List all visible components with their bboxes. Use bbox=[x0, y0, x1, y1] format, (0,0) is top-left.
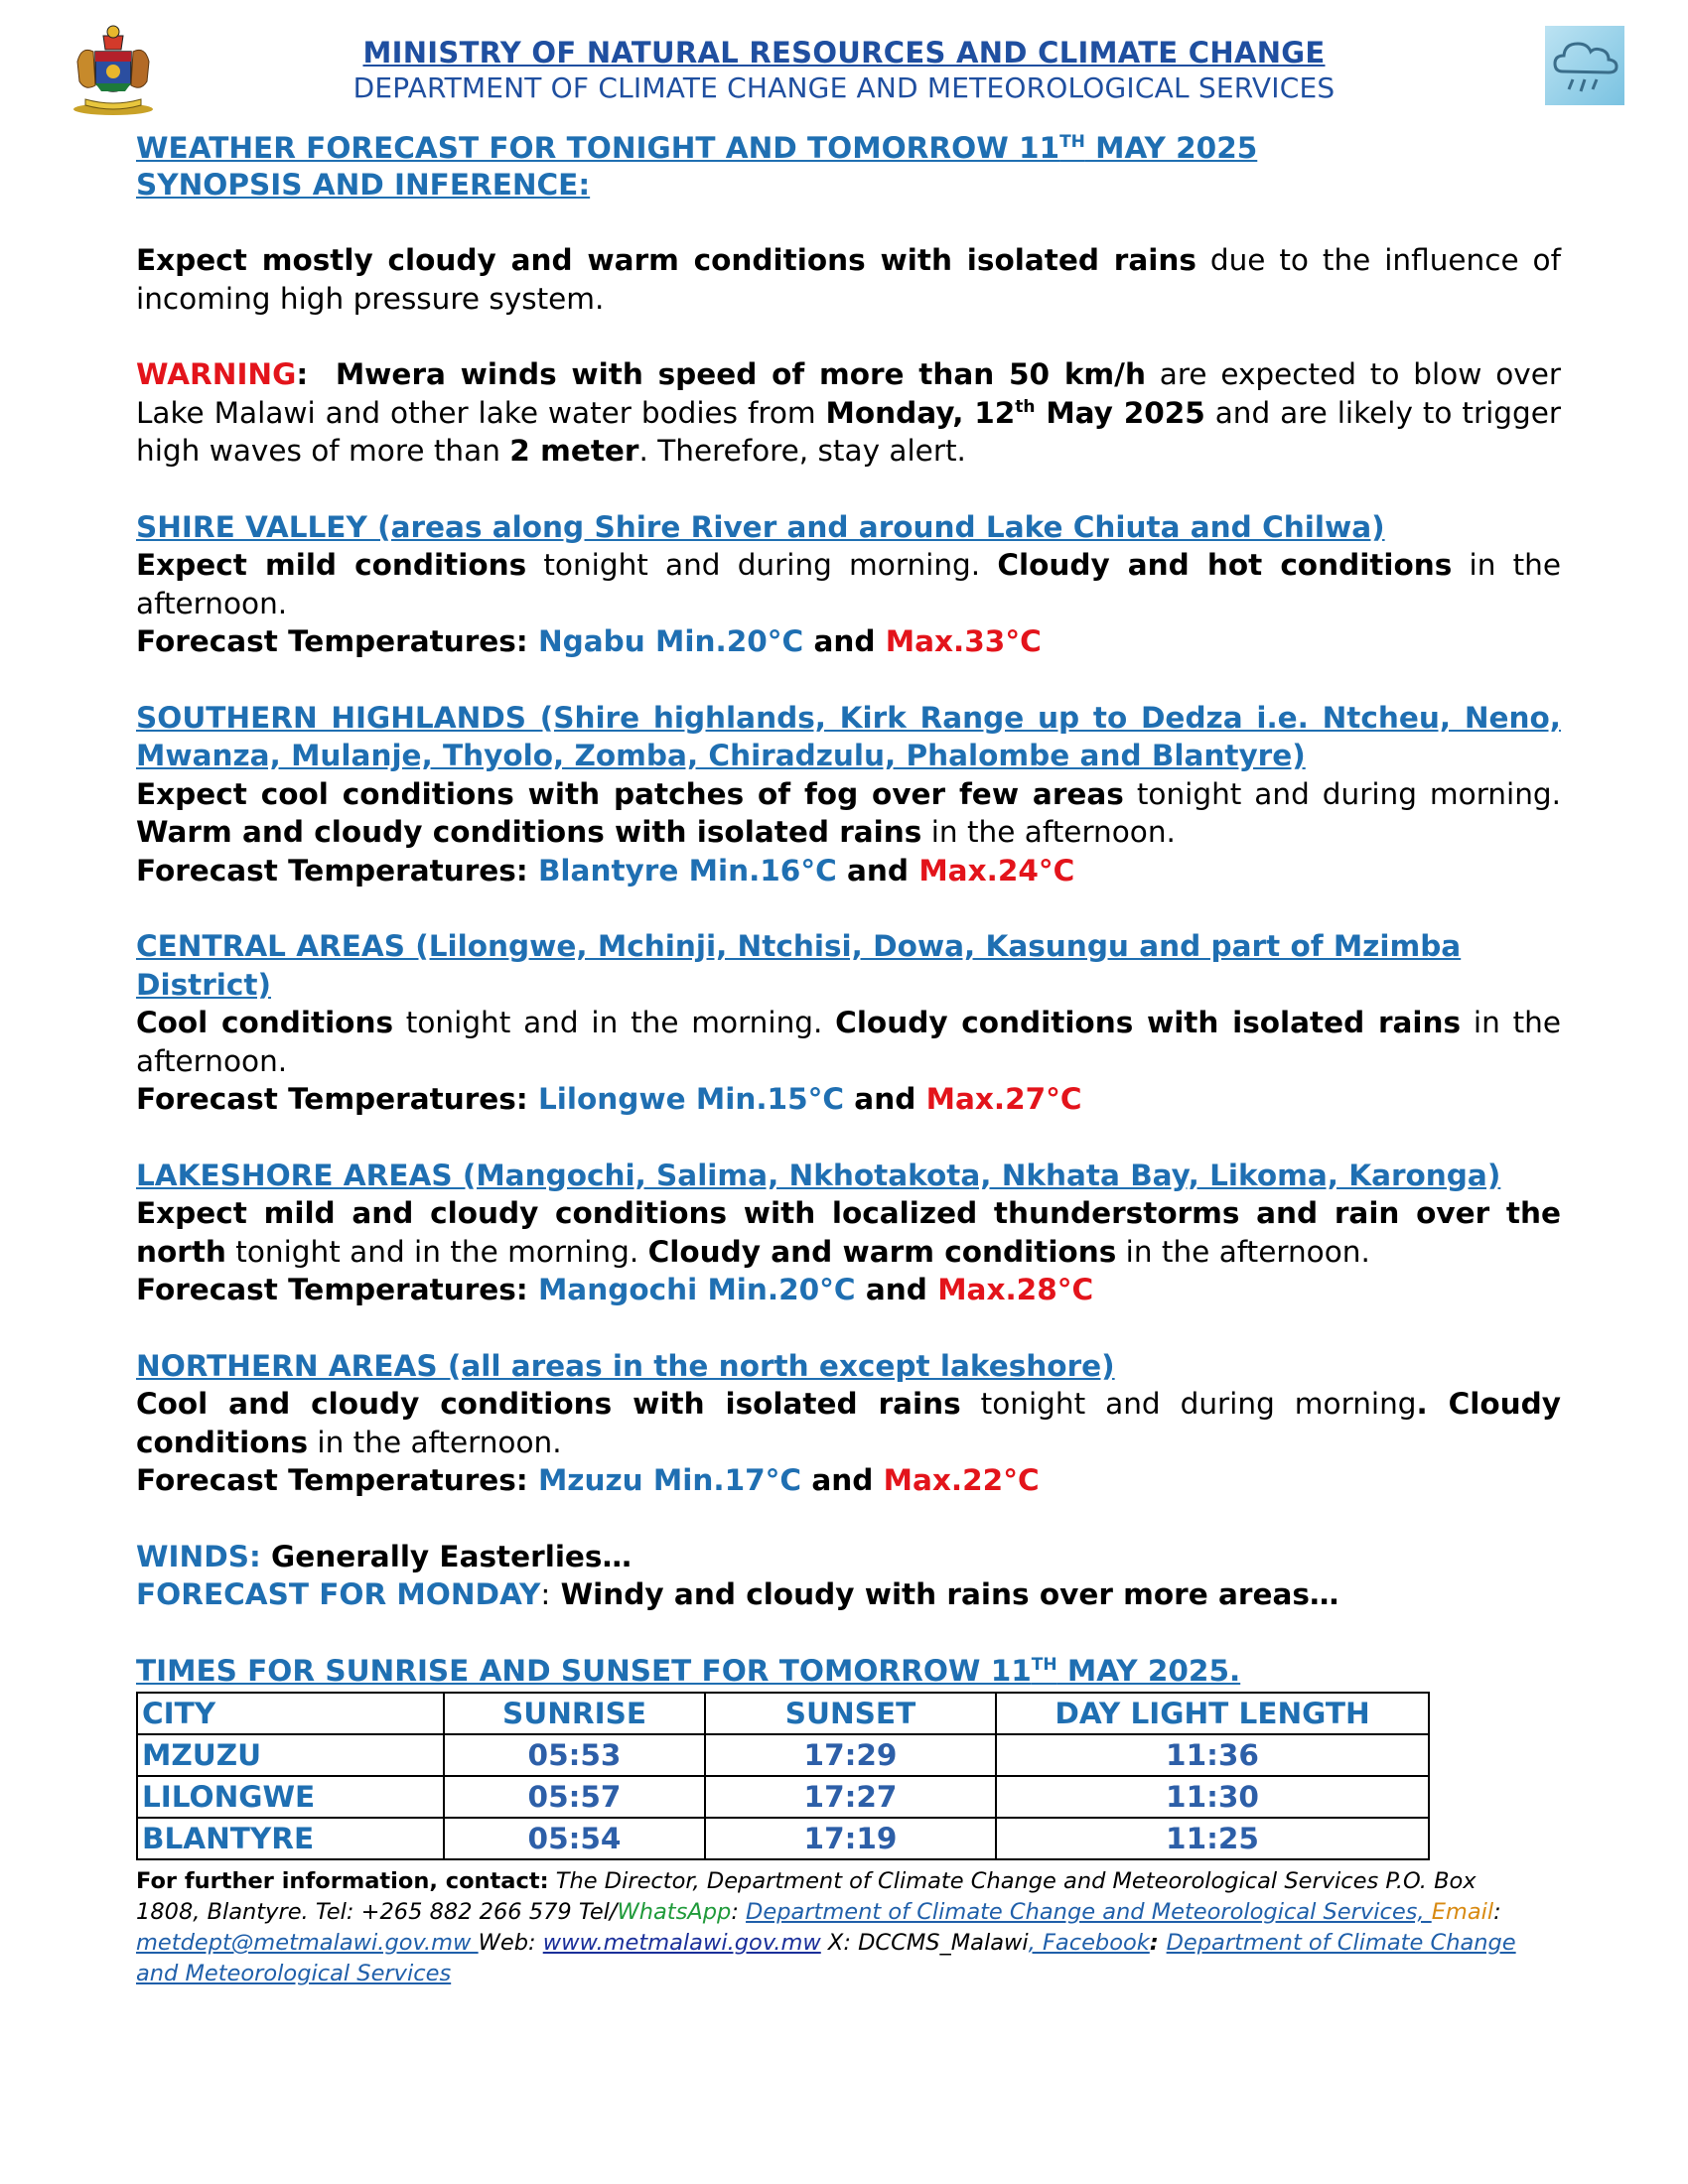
region-central-areas bbox=[136, 927, 1561, 1157]
region-description: Expect cool conditions with patches of fog over few areas tonight and during morning. Warm and cloudy conditions with isolated rains in the afternoon. bbox=[136, 776, 1561, 849]
forecast-temperatures: Forecast Temperatures: Lilongwe Min.15°C and Max.27°C bbox=[136, 1082, 1082, 1116]
region-northern-areas bbox=[136, 1347, 1561, 1538]
sunrise-cell: 05:53 bbox=[444, 1734, 705, 1776]
facebook-link[interactable]: Department of Climate Change and Meteorological Services bbox=[136, 1930, 1516, 1986]
column-header: SUNRISE bbox=[444, 1693, 705, 1734]
daylight-cell: 11:36 bbox=[996, 1734, 1429, 1776]
region-heading: SOUTHERN HIGHLANDS (Shire highlands, Kirk Range up to Dedza i.e. Ntcheu, Neno, Mwanza, Mulanje, Thyolo, Zomba, Chiradzulu, Phalombe and Blantyre) bbox=[136, 700, 1561, 772]
city-cell: LILONGWE bbox=[137, 1776, 444, 1818]
forecast-title: WEATHER FORECAST FOR TONIGHT AND TOMORROW 11TH MAY 2025 bbox=[136, 131, 1258, 165]
table-row bbox=[137, 1734, 1429, 1776]
region-description: Cool conditions tonight and in the morning. Cloudy conditions with isolated rains in the afternoon. bbox=[136, 1006, 1562, 1078]
region-shire-valley bbox=[136, 508, 1561, 699]
cloud-rain-icon bbox=[1545, 26, 1624, 105]
table-row bbox=[137, 1776, 1429, 1818]
region-forecasts bbox=[136, 508, 1561, 1538]
monday-forecast-line: FORECAST FOR MONDAY: Windy and cloudy with rains over more areas… bbox=[136, 1577, 1339, 1611]
sunset-cell: 17:27 bbox=[705, 1776, 996, 1818]
sunrise-cell: 05:57 bbox=[444, 1776, 705, 1818]
website-link[interactable]: www.metmalawi.gov.mw bbox=[542, 1930, 821, 1956]
email-label: Email bbox=[1431, 1899, 1494, 1925]
sunset-cell: 17:19 bbox=[705, 1818, 996, 1859]
sunset-cell: 17:29 bbox=[705, 1734, 996, 1776]
column-header: CITY bbox=[137, 1693, 444, 1734]
city-cell: BLANTYRE bbox=[137, 1818, 444, 1859]
region-description: Expect mild and cloudy conditions with localized thunderstorms and rain over the north tonight and in the morning. Cloudy and warm conditions in the afternoon. bbox=[136, 1196, 1561, 1269]
column-header: DAY LIGHT LENGTH bbox=[996, 1693, 1429, 1734]
x-handle: X: DCCMS_Malawi bbox=[820, 1930, 1029, 1956]
ministry-name: MINISTRY OF NATURAL RESOURCES AND CLIMATE CHANGE bbox=[362, 36, 1326, 69]
facebook-label[interactable]: , Facebook bbox=[1028, 1930, 1150, 1956]
forecast-temperatures: Forecast Temperatures: Mzuzu Min.17°C and Max.22°C bbox=[136, 1463, 1040, 1497]
sun-table-title: TIMES FOR SUNRISE AND SUNSET FOR TOMORROW 11TH MAY 2025. bbox=[136, 1653, 1241, 1688]
daylight-cell: 11:25 bbox=[996, 1818, 1429, 1859]
sunrise-sunset-table bbox=[136, 1692, 1430, 1860]
city-cell: MZUZU bbox=[137, 1734, 444, 1776]
synopsis-heading: SYNOPSIS AND INFERENCE: bbox=[136, 167, 591, 202]
column-header: SUNSET bbox=[705, 1693, 996, 1734]
region-description: Cool and cloudy conditions with isolated rains tonight and during morning. Cloudy conditions in the afternoon. bbox=[136, 1387, 1561, 1459]
region-description: Expect mild conditions tonight and during morning. Cloudy and hot conditions in the afternoon. bbox=[136, 548, 1562, 620]
winds-line: WINDS: Generally Easterlies… bbox=[136, 1539, 632, 1573]
synopsis-text: Expect mostly cloudy and warm conditions with isolated rains due to the influence of incoming high pressure system. bbox=[136, 243, 1561, 316]
warning-text: WARNING: Mwera winds with speed of more than 50 km/h are expected to blow over Lake Malawi and other lake water bodies from Monday, 12th May 2025 and are likely to trigger high waves of more than 2 meter. Therefore, stay alert. bbox=[136, 357, 1562, 468]
department-name: DEPARTMENT OF CLIMATE CHANGE AND METEOROLOGICAL SERVICES bbox=[352, 71, 1336, 104]
daylight-cell: 11:30 bbox=[996, 1776, 1429, 1818]
region-southern-highlands bbox=[136, 699, 1561, 928]
region-heading: NORTHERN AREAS (all areas in the north except lakeshore) bbox=[136, 1348, 1115, 1383]
table-header-row bbox=[137, 1693, 1429, 1734]
email-link[interactable]: metdept@metmalawi.gov.mw bbox=[136, 1930, 479, 1956]
footer-label: For further information, contact: bbox=[136, 1868, 549, 1894]
contact-footer: For further information, contact: The Director, Department of Climate Change and Meteorological Services P.O. Box 1808, Blantyre. Tel: +265 882 266 579 Tel/WhatsApp: Department of Climate Change and Meteorological Services, Email: metdept@metmalawi.gov.mw Web: www.metmalawi.gov.mw X: DCCMS_Malawi, Facebook: Department of Climate Change and Meteorological Services bbox=[136, 1868, 1516, 1986]
forecast-temperatures: Forecast Temperatures: Ngabu Min.20°C and Max.33°C bbox=[136, 624, 1042, 658]
whatsapp-label: WhatsApp bbox=[617, 1899, 732, 1925]
forecast-body bbox=[136, 129, 1561, 1860]
region-heading: LAKESHORE AREAS (Mangochi, Salima, Nkhotakota, Nkhata Bay, Likoma, Karonga) bbox=[136, 1158, 1501, 1192]
department-link[interactable]: Department of Climate Change and Meteorological Services, bbox=[746, 1899, 1432, 1925]
forecast-temperatures: Forecast Temperatures: Mangochi Min.20°C and Max.28°C bbox=[136, 1273, 1094, 1306]
region-heading: SHIRE VALLEY (areas along Shire River and around Lake Chiuta and Chilwa) bbox=[136, 509, 1385, 544]
letterhead bbox=[0, 0, 1688, 129]
table-row bbox=[137, 1818, 1429, 1859]
forecast-temperatures: Forecast Temperatures: Blantyre Min.16°C and Max.24°C bbox=[136, 853, 1075, 887]
region-heading: CENTRAL AREAS (Lilongwe, Mchinji, Ntchisi, Dowa, Kasungu and part of Mzimba District) bbox=[136, 929, 1462, 1002]
region-lakeshore-areas bbox=[136, 1157, 1561, 1347]
sunrise-cell: 05:54 bbox=[444, 1818, 705, 1859]
